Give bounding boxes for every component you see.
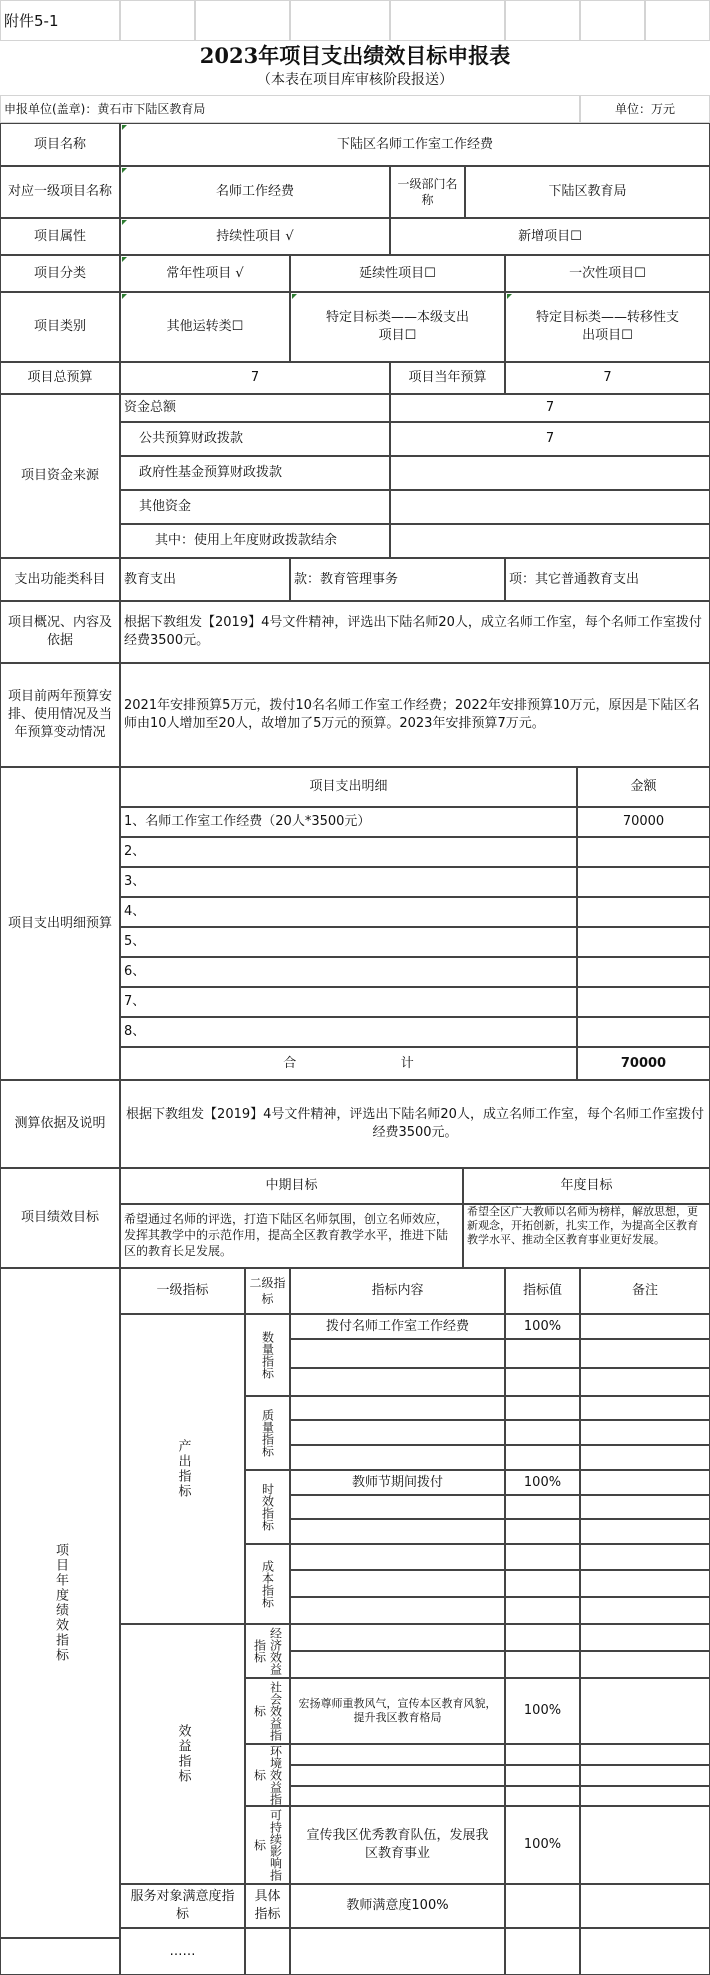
detail-row-item: 5、 [120, 927, 577, 957]
output-indicator-label: 产出指标 [120, 1314, 245, 1624]
empty-cell [580, 1928, 710, 1975]
quality-indicator-label: 质量指标 [245, 1396, 290, 1470]
blank-cell [580, 0, 645, 41]
mid-goal-text: 希望通过名师的评选，打造下陆区名师氛围，创立名师效应，发挥其教学中的示范作用，提高全区教育教学水平，推进下陆区的教育长足发展。 [120, 1204, 463, 1268]
detail-total-label [120, 1047, 577, 1080]
detail-header-item: 项目支出明细 [120, 767, 577, 807]
project-name-value: 下陆区名师工作室工作经费 [120, 123, 710, 166]
specific-indicator-label: 具体指标 [245, 1884, 290, 1928]
first-level-dept-value: 下陆区教育局 [465, 166, 710, 218]
type-label: 项目类别 [0, 292, 120, 362]
detail-row-item: 3、 [120, 867, 577, 897]
social-benefit-content: 宏扬尊师重教风气，宣传本区教育风貌，提升我区教育格局 [290, 1678, 505, 1744]
function-subject-kuan: 款：教育管理事务 [290, 558, 505, 601]
empty-cell [290, 1495, 505, 1519]
year-budget-label: 项目当年预算 [390, 362, 505, 394]
funding-total-value: 7 [390, 394, 710, 422]
money-unit: 单位：万元 [580, 95, 710, 123]
sustain-impact-content: 宣传我区优秀教育队伍，发展我区教育事业 [290, 1806, 505, 1884]
cat-onetime-option: 一次性项目☐ [505, 255, 710, 292]
empty-cell [580, 1786, 710, 1806]
empty-cell [290, 1744, 505, 1765]
cost-indicator-label: 成本指标 [245, 1544, 290, 1624]
blank-cell [645, 0, 710, 41]
empty-cell [290, 1597, 505, 1624]
empty-cell [290, 1519, 505, 1544]
empty-cell [580, 1368, 710, 1396]
detail-header-amount: 金额 [577, 767, 710, 807]
project-attr-label: 项目属性 [0, 218, 120, 255]
funding-public-label: 公共预算财政拨款 [120, 422, 390, 456]
empty-cell [505, 1519, 580, 1544]
ind-header-level1: 一级指标 [120, 1268, 245, 1314]
detail-row-amount [577, 867, 710, 897]
detail-row-item: 2、 [120, 837, 577, 867]
function-subject-label: 支出功能类科目 [0, 558, 120, 601]
detail-row-item: 1、名师工作室工作经费（20人*3500元） [120, 807, 577, 837]
detail-row-amount [577, 957, 710, 987]
empty-cell [580, 1744, 710, 1765]
blank-cell [505, 0, 580, 41]
attr-continuing-option: 持续性项目 √ [120, 218, 390, 255]
indicator-section-label: 项目年度绩效指标 [0, 1268, 120, 1938]
empty-cell [290, 1445, 505, 1470]
detail-row-amount [577, 927, 710, 957]
cat-regular-option: 常年性项目 √ [120, 255, 290, 292]
ind-header-value: 指标值 [505, 1268, 580, 1314]
empty-cell [505, 1624, 580, 1651]
social-benefit-label: 社会效益指标 [245, 1678, 290, 1744]
social-benefit-remark [580, 1678, 710, 1744]
history-text: 2021年安排预算5万元，拨付10名名师工作室工作经费；2022年安排预算10万元，原因是下陆区名师由10人增加至20人，故增加了5万元的预算。2023年安排预算7万元。 [120, 663, 710, 767]
detail-row-item: 8、 [120, 1017, 577, 1047]
empty-cell [290, 1544, 505, 1570]
detail-row-amount [577, 1017, 710, 1047]
timeliness-indicator-label: 时效指标 [245, 1470, 290, 1544]
detail-row-amount [577, 897, 710, 927]
attachment-label: 附件5-1 [0, 0, 120, 41]
ellipsis: …… [120, 1928, 245, 1975]
overview-text: 根据下教组发【2019】4号文件精神，评选出下陆名师20人，成立名师工作室，每个名师工作室拨付经费3500元。 [120, 601, 710, 663]
year-budget-value: 7 [505, 362, 710, 394]
social-benefit-value: 100% [505, 1678, 580, 1744]
funding-other-value [390, 490, 710, 524]
empty-cell [505, 1765, 580, 1786]
empty-cell [290, 1786, 505, 1806]
empty-cell [290, 1928, 505, 1975]
empty-cell [580, 1544, 710, 1570]
type-special-local-option: 特定目标类——本级支出项目☐ [290, 292, 505, 362]
satisfaction-value [505, 1884, 580, 1928]
quantity-value: 100% [505, 1314, 580, 1339]
type-other-option: 其他运转类☐ [120, 292, 290, 362]
empty-cell [290, 1339, 505, 1368]
annual-goal-label: 年度目标 [463, 1168, 710, 1204]
empty-cell [245, 1928, 290, 1975]
empty-cell [580, 1445, 710, 1470]
empty-cell [505, 1786, 580, 1806]
blank-cell [120, 0, 195, 41]
empty-cell [580, 1624, 710, 1651]
detail-row-amount [577, 987, 710, 1017]
total-budget-value: 7 [120, 362, 390, 394]
satisfaction-indicator-label: 服务对象满意度指标 [120, 1884, 245, 1928]
detail-row-item: 7、 [120, 987, 577, 1017]
quantity-content: 拨付名师工作室工作经费 [290, 1314, 505, 1339]
empty-cell [505, 1928, 580, 1975]
empty-cell [505, 1445, 580, 1470]
funding-gov-fund-label: 政府性基金预算财政拨款 [120, 456, 390, 490]
function-subject-class: 教育支出 [120, 558, 290, 601]
empty-cell [505, 1339, 580, 1368]
detail-total-ji: 计 [400, 1055, 414, 1071]
satisfaction-content: 教师满意度100% [290, 1884, 505, 1928]
empty-cell [580, 1765, 710, 1786]
funding-total-label: 资金总额 [120, 394, 390, 422]
mid-goal-label: 中期目标 [120, 1168, 463, 1204]
empty-cell [580, 1651, 710, 1678]
blank-cell [390, 0, 505, 41]
empty-cell [290, 1570, 505, 1597]
total-budget-label: 项目总预算 [0, 362, 120, 394]
econ-benefit-label: 经济效益指标 [245, 1624, 290, 1678]
empty-cell [290, 1651, 505, 1678]
empty-cell [505, 1651, 580, 1678]
project-name-label: 项目名称 [0, 123, 120, 166]
empty-cell [580, 1570, 710, 1597]
ind-header-content: 指标内容 [290, 1268, 505, 1314]
timeliness-value: 100% [505, 1470, 580, 1495]
empty-cell [505, 1570, 580, 1597]
blank-cell [195, 0, 290, 41]
quantity-remark [580, 1314, 710, 1339]
detail-row-amount: 70000 [577, 807, 710, 837]
attr-new-option: 新增项目☐ [390, 218, 710, 255]
empty-cell [505, 1597, 580, 1624]
empty-cell [505, 1744, 580, 1765]
funding-source-label: 项目资金来源 [0, 394, 120, 558]
funding-prior-balance-label: 其中：使用上年度财政拨款结余 [120, 524, 390, 558]
empty-cell [290, 1396, 505, 1420]
sustain-impact-remark [580, 1806, 710, 1884]
env-benefit-label: 环境效益指标 [245, 1744, 290, 1806]
satisfaction-remark [580, 1884, 710, 1928]
empty-cell [505, 1368, 580, 1396]
function-subject-xiang: 项：其它普通教育支出 [505, 558, 710, 601]
ind-header-level2: 二级指标 [245, 1268, 290, 1314]
first-level-project-label: 对应一级项目名称 [0, 166, 120, 218]
annual-goal-text: 希望全区广大教师以名师为榜样，解放思想，更新观念，开拓创新，扎实工作，为提高全区教育教学水平、推动全区教育事业更好发展。 [463, 1204, 710, 1268]
timeliness-remark [580, 1470, 710, 1495]
empty-cell [290, 1420, 505, 1445]
empty-cell [505, 1544, 580, 1570]
blank-cell [290, 0, 390, 41]
detail-row-item: 4、 [120, 897, 577, 927]
sustain-impact-label: 可持续影响指标 [245, 1806, 290, 1884]
funding-gov-fund-value [390, 456, 710, 490]
empty-cell [580, 1339, 710, 1368]
quantity-indicator-label: 数量指标 [245, 1314, 290, 1396]
type-special-transfer-option: 特定目标类——转移性支出项目☐ [505, 292, 710, 362]
detail-total-amount: 70000 [577, 1047, 710, 1080]
empty-cell [290, 1624, 505, 1651]
history-label: 项目前两年预算安排、使用情况及当年预算变动情况 [0, 663, 120, 767]
funding-prior-balance-value [390, 524, 710, 558]
basis-text: 根据下教组发【2019】4号文件精神，评选出下陆名师20人，成立名师工作室，每个名师工作室拨付经费3500元。 [120, 1080, 710, 1168]
form-title: 2023年项目支出绩效目标申报表 [199, 43, 511, 68]
empty-cell [580, 1597, 710, 1624]
ind-header-remark: 备注 [580, 1268, 710, 1314]
benefit-indicator-label: 效益指标 [120, 1624, 245, 1884]
overview-label: 项目概况、内容及依据 [0, 601, 120, 663]
empty-cell [580, 1519, 710, 1544]
detail-total-he: 合 [283, 1055, 297, 1071]
empty-cell [0, 1938, 120, 1975]
first-level-dept-label: 一级部门名称 [390, 166, 465, 218]
detail-budget-label: 项目支出明细预算 [0, 767, 120, 1080]
cat-extended-option: 延续性项目☐ [290, 255, 505, 292]
funding-public-value: 7 [390, 422, 710, 456]
empty-cell [290, 1368, 505, 1396]
form-subtitle: （本表在项目库审核阶段报送） [257, 72, 453, 88]
perf-goal-label: 项目绩效目标 [0, 1168, 120, 1268]
empty-cell [580, 1396, 710, 1420]
category-label: 项目分类 [0, 255, 120, 292]
empty-cell [580, 1495, 710, 1519]
detail-row-item: 6、 [120, 957, 577, 987]
empty-cell [290, 1765, 505, 1786]
empty-cell [505, 1495, 580, 1519]
detail-row-amount [577, 837, 710, 867]
sustain-impact-value: 100% [505, 1806, 580, 1884]
funding-other-label: 其他资金 [120, 490, 390, 524]
basis-label: 测算依据及说明 [0, 1080, 120, 1168]
timeliness-content: 教师节期间拨付 [290, 1470, 505, 1495]
empty-cell [505, 1396, 580, 1420]
first-level-project-value: 名师工作经费 [120, 166, 390, 218]
empty-cell [505, 1420, 580, 1445]
empty-cell [580, 1420, 710, 1445]
applicant-unit: 申报单位(盖章)：黄石市下陆区教育局 [0, 95, 580, 123]
